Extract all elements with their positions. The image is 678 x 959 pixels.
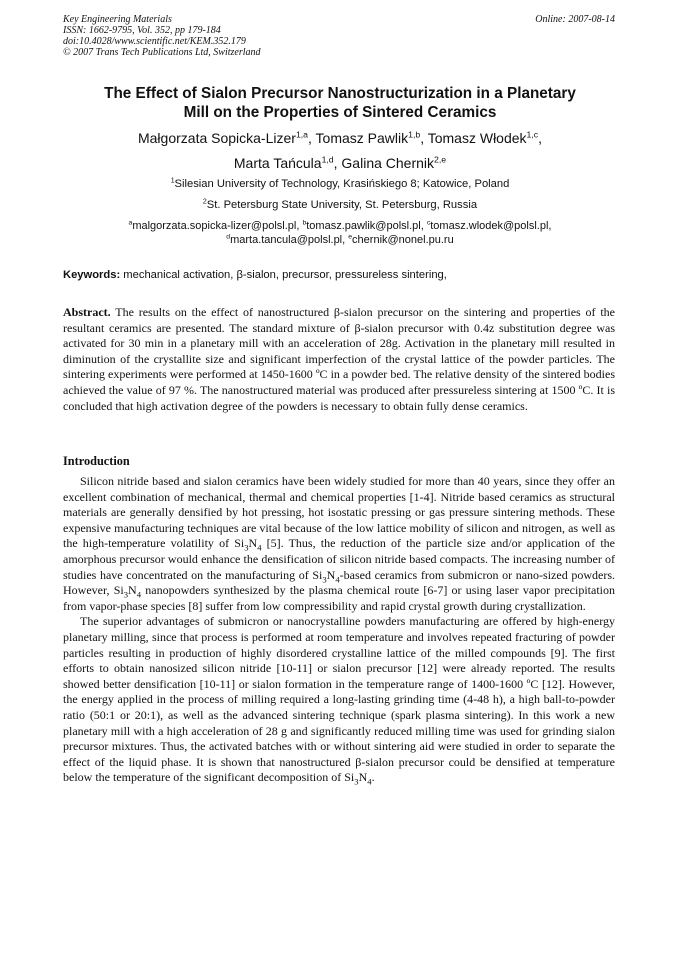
formula-element: N	[358, 770, 368, 785]
formula-subscript: 4	[136, 589, 142, 600]
formula-element: Si	[344, 770, 355, 785]
journal-issn: ISSN: 1662-9795, Vol. 352, pp 179-184	[63, 25, 221, 36]
formula-element: N	[128, 583, 137, 598]
keywords-label: Keywords:	[63, 269, 121, 281]
formula-element: Si	[234, 536, 245, 551]
affiliation-mark: 2	[202, 198, 207, 206]
introduction-body	[63, 474, 615, 786]
author-line-1	[40, 126, 640, 151]
journal-doi: doi:10.4028/www.scientific.net/KEM.352.179	[63, 36, 246, 47]
author-name: Tomasz Pawlik	[315, 130, 409, 146]
email-link[interactable]: tomasz.pawlik@polsl.pl,	[306, 220, 427, 232]
keywords-line	[63, 268, 615, 282]
abstract-text: The results on the effect of nanostructured β-sialon precursor on the sintering and properties of the resultant ceramics are presented. The standard mixture of β-sialon precursor with 0.4z substitution degree was activated for 30 min in a planetary mill with an acceleration of 28g. Activation in the planetary mill resulted in diminution of the crystallite size and significant imperfection of the crystal lattice of the powder particles. The sintering experiments were performed at 1450-1600 ºC in a powder bed. The relative density of the sintered bodies achieved the value of 97 %. The nanostructured material was produced after pressureless sintering at 1500 ºC. It is concluded that high activation degree of the powders is necessary to obtain fully dense ceramics.	[63, 305, 615, 413]
paragraph-text: The superior advantages of submicron or nanocrystalline powders manufacturing are offered by high-energy planetary milling, since that process is performed at room temperature and involves repeated fracturing of powder particles resulting in production of highly disordered crystalline lattice of the milled compounds [9]. The first efforts to obtain nanosized silicon nitride [10-11] or sialon precursor [12] were already reported. The results showed better densification [10-11] or sialon formation in the temperature range of 1400-1600 ºC [12]. However, the energy applied in the process of milling required a long-lasting grinding time (4-48 h), a high ball-to-powder ratio (50:1 or 20:1), as well as the advanced sintering technique (spark plasma sintering). In this work a new planetary mill with a high acceleration of 28 g and significantly reduced milling time was used for grinding sialon precursor mixtures. Thus, the activated batches with or without sintering aid were studied in order to separate the effect of the liquid phase. It is shown that nanostructured β-sialon precursor could be densified at temperature below the temperature of the significant decomposition of	[63, 614, 615, 785]
email-mark: d	[226, 233, 231, 241]
formula-subscript: 3	[244, 542, 249, 553]
chemical-formula	[312, 568, 339, 582]
chemical-formula	[234, 536, 262, 553]
email-mark: c	[426, 219, 431, 227]
email-row-2	[40, 233, 640, 247]
title-line-2: Mill on the Properties of Sintered Ceramics	[183, 104, 497, 121]
email-row-1	[40, 219, 640, 233]
author-affiliation-mark: 1,a	[295, 129, 309, 140]
author-separator: ,	[420, 130, 428, 146]
formula-element: Si	[312, 567, 323, 582]
email-link[interactable]: malgorzata.sopicka-lizer@polsl.pl,	[132, 220, 303, 232]
formula-subscript: 4	[367, 776, 372, 787]
abstract-label: Abstract.	[63, 305, 111, 319]
author-separator: ,	[333, 155, 342, 171]
email-mark: b	[302, 219, 307, 227]
journal-name: Key Engineering Materials	[63, 14, 172, 25]
paragraph-text: [5]. Thus, the reduction of the particle size and/or application of the amorphous precursor would enhance the densification of silicon nitride based compacts. The increasing number of studies have concentrated on the manufacturing of	[63, 536, 615, 582]
keywords-text: mechanical activation, β-sialon, precursor, pressureless sintering,	[120, 269, 447, 281]
email-link[interactable]: chernik@nonel.pu.ru	[352, 234, 454, 246]
author-name: Galina Chernik	[341, 155, 435, 171]
formula-subscript: 3	[322, 573, 327, 584]
author-affiliation-mark: 1,d	[321, 154, 334, 165]
author-emails	[40, 219, 640, 247]
intro-paragraph-2	[63, 614, 615, 786]
author-separator: ,	[538, 130, 543, 146]
affiliation-1	[40, 177, 640, 191]
author-affiliation-mark: 1,c	[526, 129, 539, 140]
author-name: Tomasz Włodek	[427, 130, 527, 146]
email-mark: e	[348, 233, 353, 241]
author-line-2	[40, 151, 640, 176]
affiliation-mark: 1	[170, 177, 175, 185]
paper-title	[60, 84, 620, 122]
chemical-formula	[113, 583, 142, 600]
author-affiliation-mark: 2,e	[434, 154, 447, 165]
title-line-1: The Effect of Sialon Precursor Nanostructurization in a Planetary	[104, 85, 576, 102]
journal-info	[63, 14, 615, 58]
journal-header	[63, 14, 615, 58]
author-separator: ,	[308, 130, 316, 146]
formula-subscript: 4	[335, 573, 340, 584]
section-heading-introduction: Introduction	[63, 454, 130, 468]
affiliation-text: Silesian University of Technology, Krasińskiego 8; Katowice, Poland	[174, 178, 510, 190]
online-date: Online: 2007-08-14	[535, 14, 615, 25]
formula-element: N	[248, 536, 258, 551]
formula-element: Si	[113, 583, 124, 598]
author-list	[40, 126, 640, 176]
formula-element: N	[326, 567, 336, 582]
journal-copyright: © 2007 Trans Tech Publications Ltd, Switzerland	[63, 47, 261, 58]
chemical-formula	[344, 770, 372, 787]
email-link[interactable]: marta.tancula@polsl.pl,	[230, 234, 349, 246]
author-affiliation-mark: 1,b	[408, 129, 421, 140]
paragraph-text: .	[371, 770, 375, 785]
paragraph-text: nanopowders synthesized by the plasma chemical route [6-7] or using laser vapor precipitation from vapor-phase species [8] suffer from low compressibility and rapid crystal growth during crystallization.	[63, 583, 615, 613]
email-link[interactable]: tomasz.wlodek@polsl.pl,	[430, 220, 552, 232]
affiliation-text: St. Petersburg State University, St. Petersburg, Russia	[206, 199, 478, 211]
abstract-paragraph	[63, 305, 615, 414]
paragraph-text: Silicon nitride based and sialon ceramics have been widely studied for more than 40 years, since they offer an excellent combination of mechanical, thermal and chemical properties [1-4]. Nitride based ceramics as structural materials are generally densified by hot pressing, hot isostatic pressing or gas pressure sintering methods. These expensive manufacturing techniques are vital because of the low lattice mobility of silicon and nitrogen, as well as the high-temperature volatility of	[63, 474, 615, 551]
intro-paragraph-1	[63, 474, 615, 614]
email-mark: a	[128, 219, 133, 227]
formula-subscript: 4	[257, 542, 262, 553]
formula-subscript: 3	[354, 776, 359, 787]
formula-subscript: 3	[123, 589, 129, 600]
affiliation-2	[40, 198, 640, 212]
paragraph-text: -based ceramics from submicron or nano-sized powders. However,	[63, 567, 615, 598]
author-name: Marta Tańcula	[233, 155, 322, 171]
author-name: Małgorzata Sopicka-Lizer	[137, 130, 296, 146]
